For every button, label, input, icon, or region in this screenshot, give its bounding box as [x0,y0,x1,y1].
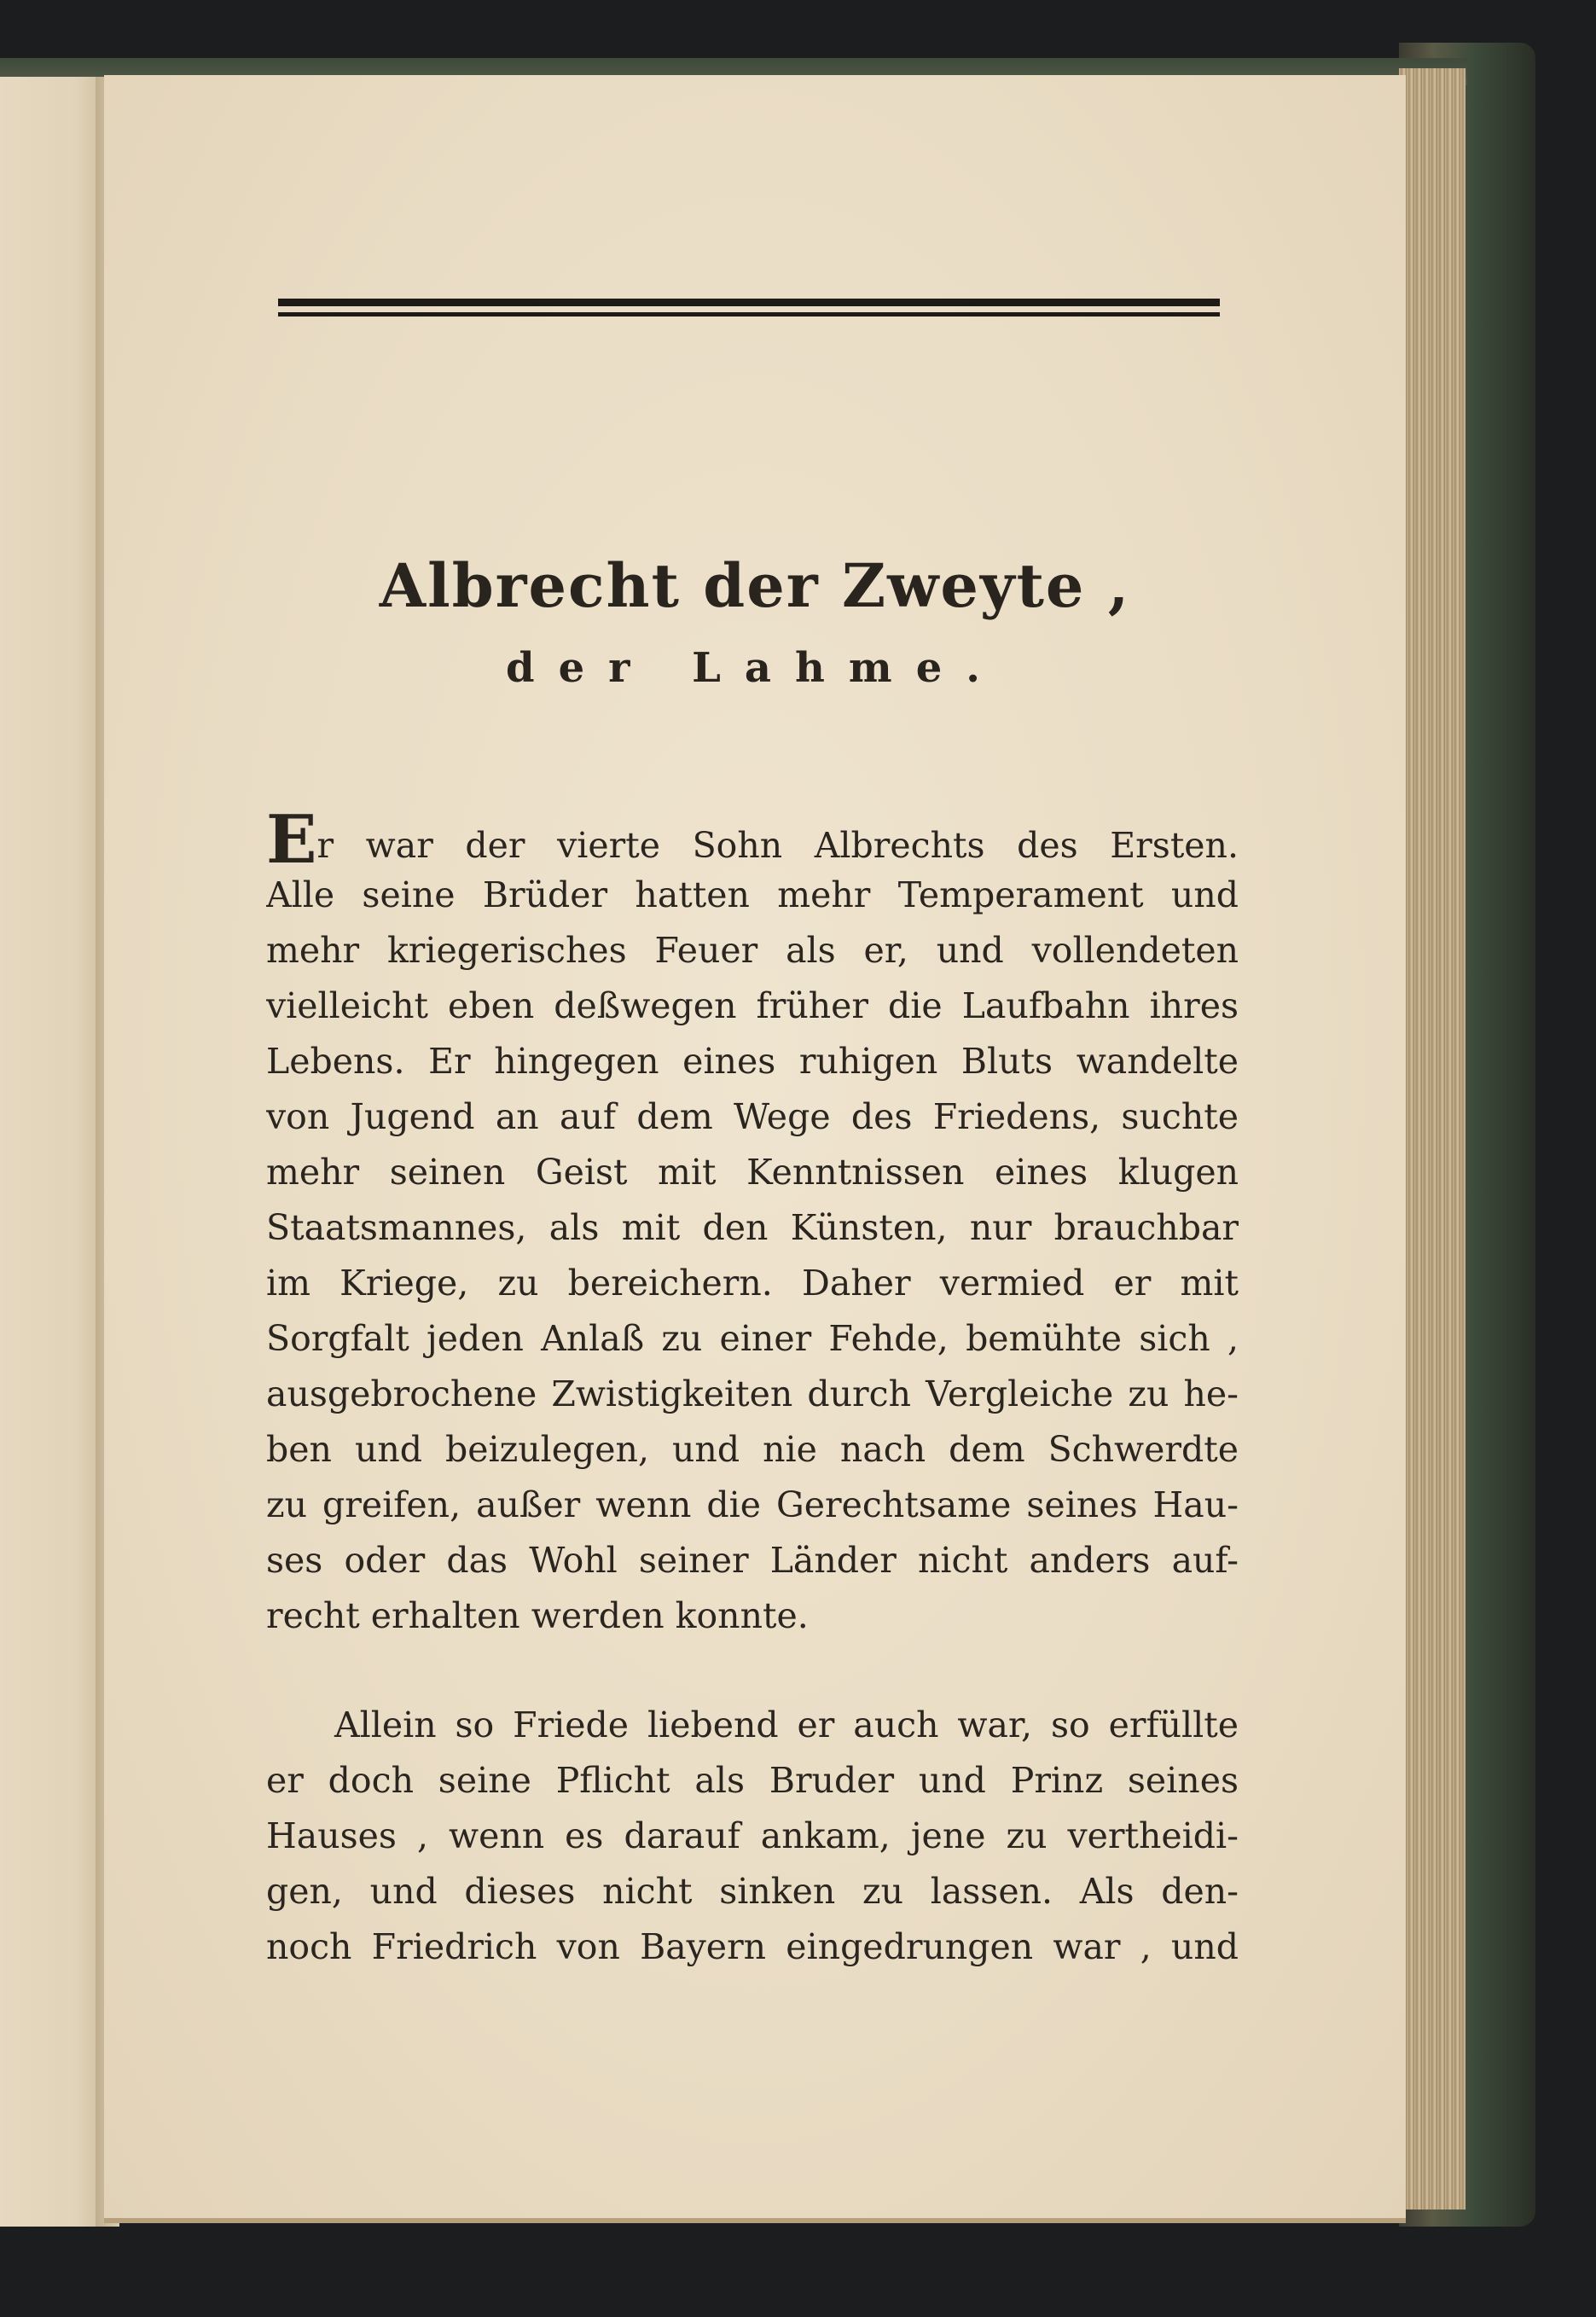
text-line: von Jugend an auf dem Wege des Friedens, suchte [266,1096,1239,1137]
text-line: er doch seine Pflicht als Bruder und Prinz seines [266,1760,1239,1801]
text-line: Er war der vierte Sohn Albrechts des Ersten. [266,812,1239,868]
text-line: recht erhalten werden konnte. [266,1595,809,1636]
text-line: mehr kriegerisches Feuer als er, und vollendeten [266,930,1239,971]
text-line: ausgebrochene Zwistigkeiten durch Vergleiche zu he- [266,1373,1239,1414]
text-line: gen, und dieses nicht sinken zu lassen. Als den- [266,1871,1239,1912]
text-line: zu greifen, außer wenn die Gerechtsame seines Hau- [266,1484,1239,1525]
ornamental-rule-bottom [278,312,1220,316]
text-line: im Kriege, zu bereichern. Daher vermied er mit [266,1263,1239,1304]
drop-cap: E [266,812,317,868]
text-line: Staatsmannes, als mit den Künsten, nur brauchbar [266,1207,1239,1248]
text-line: ben und beizulegen, und nie nach dem Schwerdte [266,1429,1239,1470]
text-line: Hauses , wenn es darauf ankam, jene zu vertheidi- [266,1815,1239,1856]
text-line: noch Friedrich von Bayern eingedrungen war , und [266,1926,1239,1967]
text-line: vielleicht eben deßwegen früher die Laufbahn ihres [266,985,1239,1026]
paragraph-2 [266,1698,1239,1975]
text-line: Sorgfalt jeden Anlaß zu einer Fehde, bemühte sich , [266,1318,1239,1359]
chapter-title: Albrecht der Zweyte , [379,550,1131,621]
text-line: mehr seinen Geist mit Kenntnissen eines klugen [266,1152,1239,1193]
text-line: Lebens. Er hingegen eines ruhigen Bluts wandelte [266,1041,1239,1082]
paragraph-1 [266,812,1239,1644]
ornamental-rule-top [278,299,1220,306]
chapter-subtitle: der Lahme. [506,644,1004,692]
text-line: ses oder das Wohl seiner Länder nicht anders auf- [266,1540,1239,1581]
page-edges [1399,68,1465,2210]
text-line: Alle seine Brüder hatten mehr Temperament und [266,874,1239,915]
text-line: Allein so Friede liebend er auch war, so erfüllte [334,1704,1239,1745]
left-page [0,77,109,2227]
